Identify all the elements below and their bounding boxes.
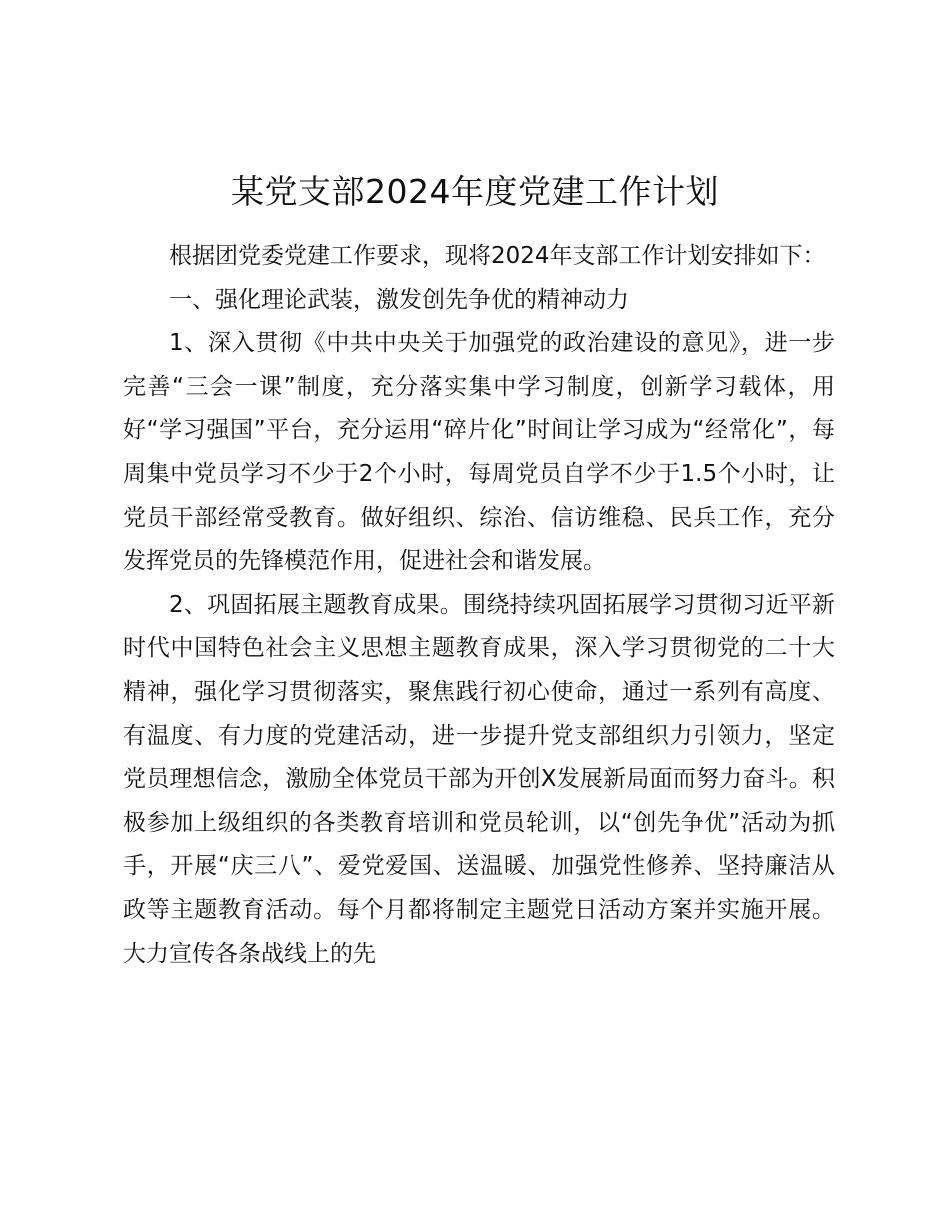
section-heading-1: 一、强化理论武装，激发创先争优的精神动力: [169, 286, 629, 313]
document-body: [123, 235, 835, 976]
item-paragraph-2: 2、巩固拓展主题教育成果。围绕持续巩固拓展学习贯彻习近平新时代中国特色社会主义思想主题教育成果，深入学习贯彻党的二十大精神，强化学习贯彻落实，聚焦践行初心使命，通过一系列有高度、有温度、有力度的党建活动，进一步提升党支部组织力引领力，坚定党员理想信念，激励全体党员干部为开创X发展新局面而努力奋斗。积极参加上级组织的各类教育培训和党员轮训，以“创先争优”活动为抓手，开展“庆三八”、爱党爱国、送温暖、加强党性修养、坚持廉洁从政等主题教育活动。每个月都将制定主题党日活动方案并实施开展。大力宣传各条战线上的先: [123, 591, 835, 967]
document-title: 某党支部2024年度党建工作计划: [231, 172, 719, 211]
item-paragraph-1: 1、深入贯彻《中共中央关于加强党的政治建设的意见》，进一步完善“三会一课”制度，充分落实集中学习制度，创新学习载体，用好“学习强国”平台，充分运用“碎片化”时间让学习成为“经常化”，每周集中党员学习不少于2个小时，每周党员自学不少于1.5个小时，让党员干部经常受教育。做好组织、综治、信访维稳、民兵工作，充分发挥党员的先锋模范作用，促进社会和谐发展。: [123, 330, 835, 575]
intro-paragraph: 根据团党委党建工作要求，现将2024年支部工作计划安排如下：: [169, 243, 826, 269]
